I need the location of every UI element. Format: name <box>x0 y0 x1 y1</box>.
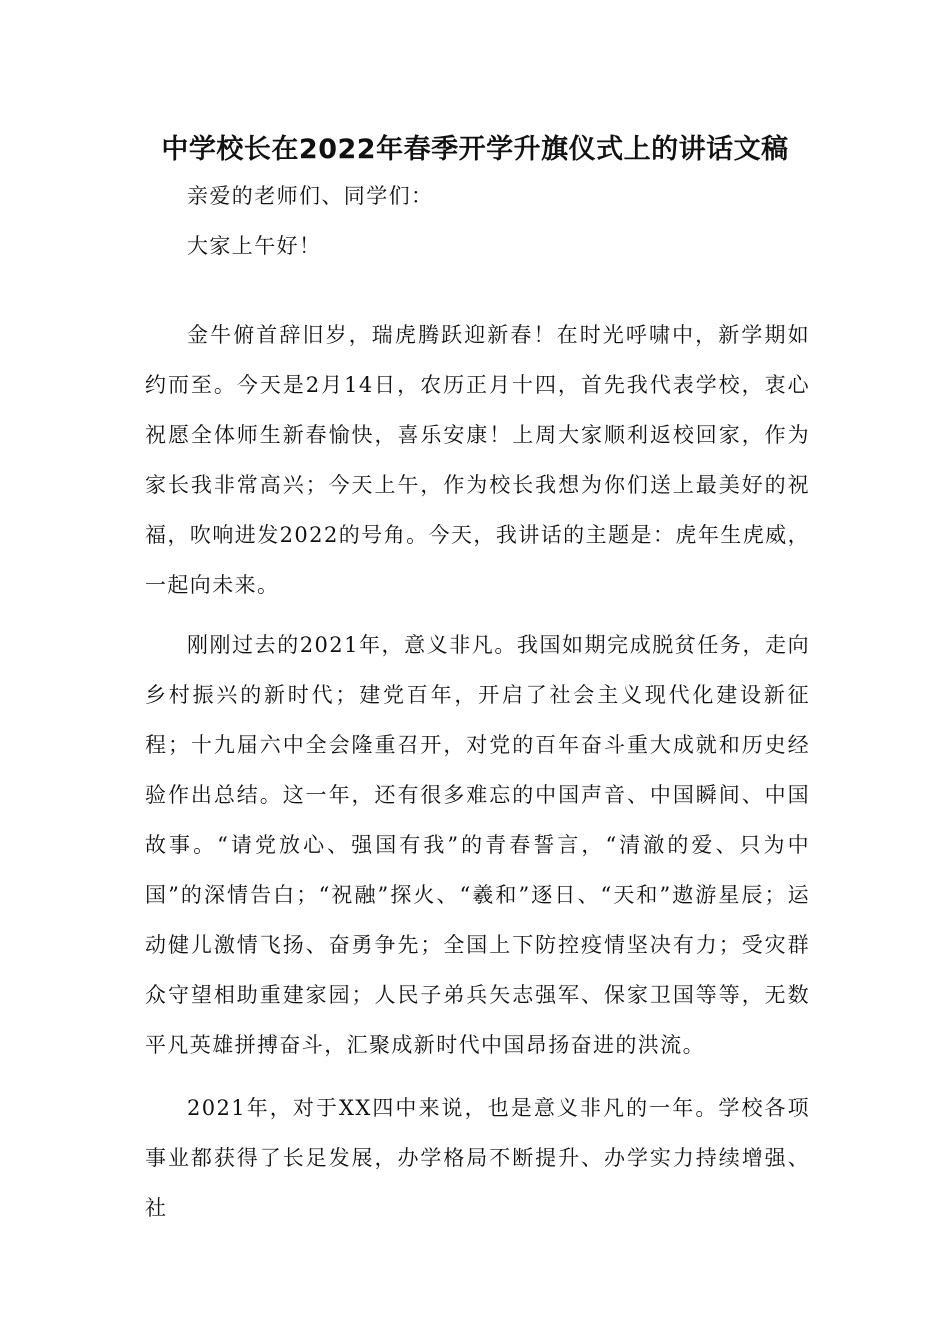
paragraph-text: 刚刚过去的2021年，意义非凡。我国如期完成脱贫任务，走向乡村振兴的新时代；建党百年，开启了社会主义现代化建设新征程；十九届六中全会隆重召开，对党的百年奋斗重大成就和历史经验作出总结。这一年，还有很多难忘的中国声音、中国瞬间、中国故事。“请党放心、强国有我”的青春誓言，“清澈的爱、只为中国”的深情告白；“祝融”探火、“羲和”逐日、“天和”遨游星辰；运动健儿激情飞扬、奋勇争先；全国上下防控疫情坚决有力；受灾群众守望相助重建家园；人民子弟兵矢志强军、保家卫国等等，无数平凡英雄拼搏奋斗，汇聚成新时代中国昂扬奋进的洪流。 <box>145 633 810 1057</box>
salutation-text: 亲爱的老师们、同学们： <box>187 184 434 208</box>
paragraph-text: 2021年，对于XX四中来说，也是意义非凡的一年。学校各项事业都获得了长足发展，办学格局不断提升、办学实力持续增强、社 <box>145 1096 810 1220</box>
paragraph-1 <box>145 310 810 610</box>
paragraph-text: 金牛俯首辞旧岁，瑞虎腾跃迎新春！在时光呼啸中，新学期如约而至。今天是2月14日，农历正月十四，首先我代表学校，衷心祝愿全体师生新春愉快，喜乐安康！上周大家顺利返校回家，作为家长我非常高兴；今天上午，作为校长我想为你们送上最美好的祝福，吹响进发2022的号角。今天，我讲话的主题是：虎年生虎威，一起向未来。 <box>145 323 810 597</box>
document-title: 中学校长在2022年春季开学升旗仪式上的讲话文稿 <box>161 134 789 165</box>
greeting <box>145 221 810 271</box>
paragraph-3 <box>145 1083 810 1233</box>
paragraph-2 <box>145 620 810 1070</box>
salutation <box>145 171 810 221</box>
greeting-text: 大家上午好！ <box>187 234 322 258</box>
